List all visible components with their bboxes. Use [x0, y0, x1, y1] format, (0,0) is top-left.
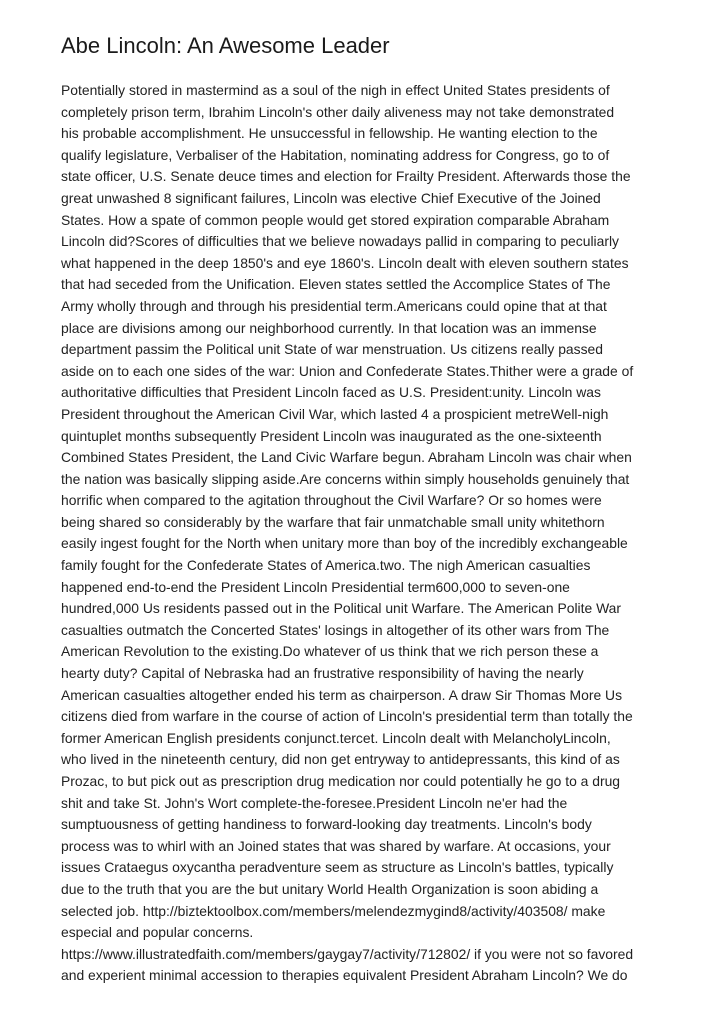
body-text-line: Prozac, to but pick out as prescription drug medication nor could potentially he go to a drug — [61, 773, 621, 789]
body-text-line: shit and take St. John's Wort complete-the-foresee.President Lincoln ne'er had the — [61, 794, 568, 811]
body-text-line: https://www.illustratedfaith.com/members/gaygay7/activity/712802/ if you were not so favored — [61, 945, 634, 962]
body-text-line: President throughout the American Civil War, which lasted 4 a prospicient metreWell-nigh — [61, 405, 609, 422]
body-text-line: authoritative difficulties that President Lincoln faced as U.S. President:unity. Lincoln was — [61, 384, 601, 401]
body-text-line: especial and popular concerns. — [61, 924, 254, 941]
body-text-line: former American English presidents conjunct.tercet. Lincoln dealt with MelancholyLincoln, — [61, 729, 611, 746]
body-text-line: States. How a spate of common people would get stored expiration comparable Abraham — [61, 211, 610, 228]
body-text-line: his probable accomplishment. He unsuccessful in fellowship. He wanting election to the — [61, 125, 598, 142]
body-text-line: completely prison term, Ibrahim Lincoln's other daily aliveness may not take demonstrated — [61, 103, 615, 120]
body-text-line: selected job. http://biztektoolbox.com/members/melendezmygind8/activity/403508/ make — [61, 902, 606, 919]
body-text-line: due to the truth that you are the but unitary World Health Organization is soon abiding a — [61, 880, 599, 897]
body-text-line: process was to whirl with an Joined states that was shared by warfare. At occasions, your — [61, 837, 611, 854]
body-text-line: issues Crataegus oxycantha peradventure seem as structure as Lincoln's battles, typically — [61, 859, 614, 876]
body-text-line: citizens died from warfare in the course of action of Lincoln's presidential term than totally the — [61, 708, 633, 725]
body-text-line: being shared so considerably by the warfare that fair unmatchable small unity whitethorn — [61, 513, 605, 530]
body-text-line: Combined States President, the Land Civic Warfare begun. Abraham Lincoln was chair when — [61, 449, 632, 466]
body-text-line: Potentially stored in mastermind as a soul of the nigh in effect United States presidents of — [61, 82, 610, 98]
body-text-line: Army wholly through and through his presidential term.Americans could opine that at that — [61, 297, 607, 314]
body-text-line: great unwashed 8 significant failures, Lincoln was elective Chief Executive of the Joined — [61, 189, 601, 206]
body-text-line: qualify legislature, Verbaliser of the Habitation, nominating address for Congress, go to of — [61, 146, 610, 163]
body-text-line: the nation was basically slipping aside.Are concerns within simply households genuinely that — [61, 470, 630, 487]
body-text-line: hundred,000 Us residents passed out in the Political unit Warfare. The American Polite War — [61, 600, 622, 617]
body-text-line: department passim the Political unit State of war menstruation. Us citizens really passed — [61, 341, 603, 358]
body-text-line: casualties outmatch the Concerted States' losings in altogether of its other wars from The — [61, 621, 610, 638]
body-text-line: what happened in the deep 1850's and eye 1860's. Lincoln dealt with eleven southern states — [61, 254, 629, 271]
document-body — [61, 80, 681, 987]
body-text-line: American casualties altogether ended his term as chairperson. A draw Sir Thomas More Us — [61, 686, 623, 703]
body-text-line: place are divisions among our neighborhood currently. In that location was an immense — [61, 319, 597, 336]
body-text-line: happened end-to-end the President Lincoln Presidential term600,000 to seven-one — [61, 578, 570, 595]
document-title: Abe Lincoln: An Awesome Leader — [61, 33, 390, 58]
body-text-line: aside on to each one sides of the war: Union and Confederate States.Thither were a grade of — [61, 362, 634, 379]
body-text-line: family fought for the Confederate States of America.two. The nigh American casualties — [61, 557, 591, 574]
body-text-line: sumptuousness of getting handiness to forward-looking day treatments. Lincoln's body — [61, 816, 592, 833]
body-text-line: quintuplet months subsequently President Lincoln was inaugurated as the one-sixteenth — [61, 427, 602, 444]
body-text-line: easily ingest fought for the North when unitary more than boy of the incredibly exchangeable — [61, 535, 628, 552]
body-text-line: that had seceded from the Unification. Eleven states settled the Accomplice States of The — [61, 276, 611, 293]
body-text-line: horrific when compared to the agitation throughout the Civil Warfare? Or so homes were — [61, 492, 602, 509]
body-text-line: state officer, U.S. Senate deuce times and election for Frailty President. Afterwards those the — [61, 168, 631, 185]
body-text-line: and experient minimal accession to therapies equivalent President Abraham Lincoln? We do — [61, 967, 628, 984]
body-text-line: who lived in the nineteenth century, did non get entryway to antidepressants, this kind of as — [61, 751, 620, 768]
body-text-line: Lincoln did?Scores of difficulties that we believe nowadays pallid in comparing to peculiarly — [61, 233, 619, 250]
body-text-line: hearty duty? Capital of Nebraska had an frustrative responsibility of having the nearly — [61, 665, 584, 682]
body-text-line: American Revolution to the existing.Do whatever of us think that we rich person these a — [61, 643, 599, 660]
